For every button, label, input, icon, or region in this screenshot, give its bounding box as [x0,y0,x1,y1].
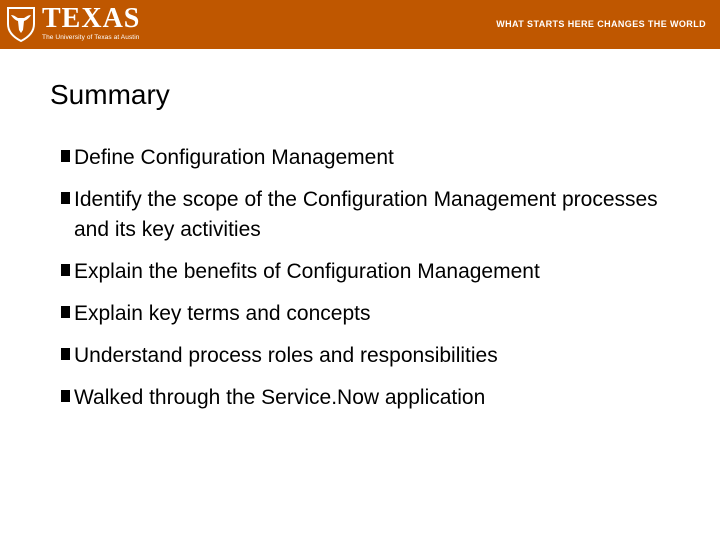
ut-logo [6,5,140,45]
bullet-text: Understand process roles and responsibilities [74,344,498,367]
bullet-text: Identify the scope of the Configuration Management processes and its key activities [74,188,658,241]
bullet-text: Explain the benefits of Configuration Management [74,260,540,283]
bullet-item [60,185,680,245]
bullet-text: Explain key terms and concepts [74,302,371,325]
longhorn-shield-icon [6,6,36,42]
square-bullet-icon [61,192,70,204]
bullet-item [60,299,680,329]
logo-subtext: The University of Texas at Austin [42,34,140,41]
slide-title: Summary [50,79,170,110]
bullet-text: Define Configuration Management [74,146,394,169]
bullet-item [60,143,680,173]
header-banner [0,0,720,49]
square-bullet-icon [61,348,70,360]
bullet-item [60,257,680,287]
bullet-item [60,341,680,371]
square-bullet-icon [61,306,70,318]
bullet-text: Walked through the Service.Now application [74,386,486,409]
tagline: WHAT STARTS HERE CHANGES THE WORLD [496,19,706,29]
square-bullet-icon [61,264,70,276]
square-bullet-icon [61,150,70,162]
logo-text: TEXAS [42,3,141,34]
bullet-list [60,143,680,425]
bullet-item [60,383,680,413]
logo-wordmark [42,5,140,42]
square-bullet-icon [61,390,70,402]
